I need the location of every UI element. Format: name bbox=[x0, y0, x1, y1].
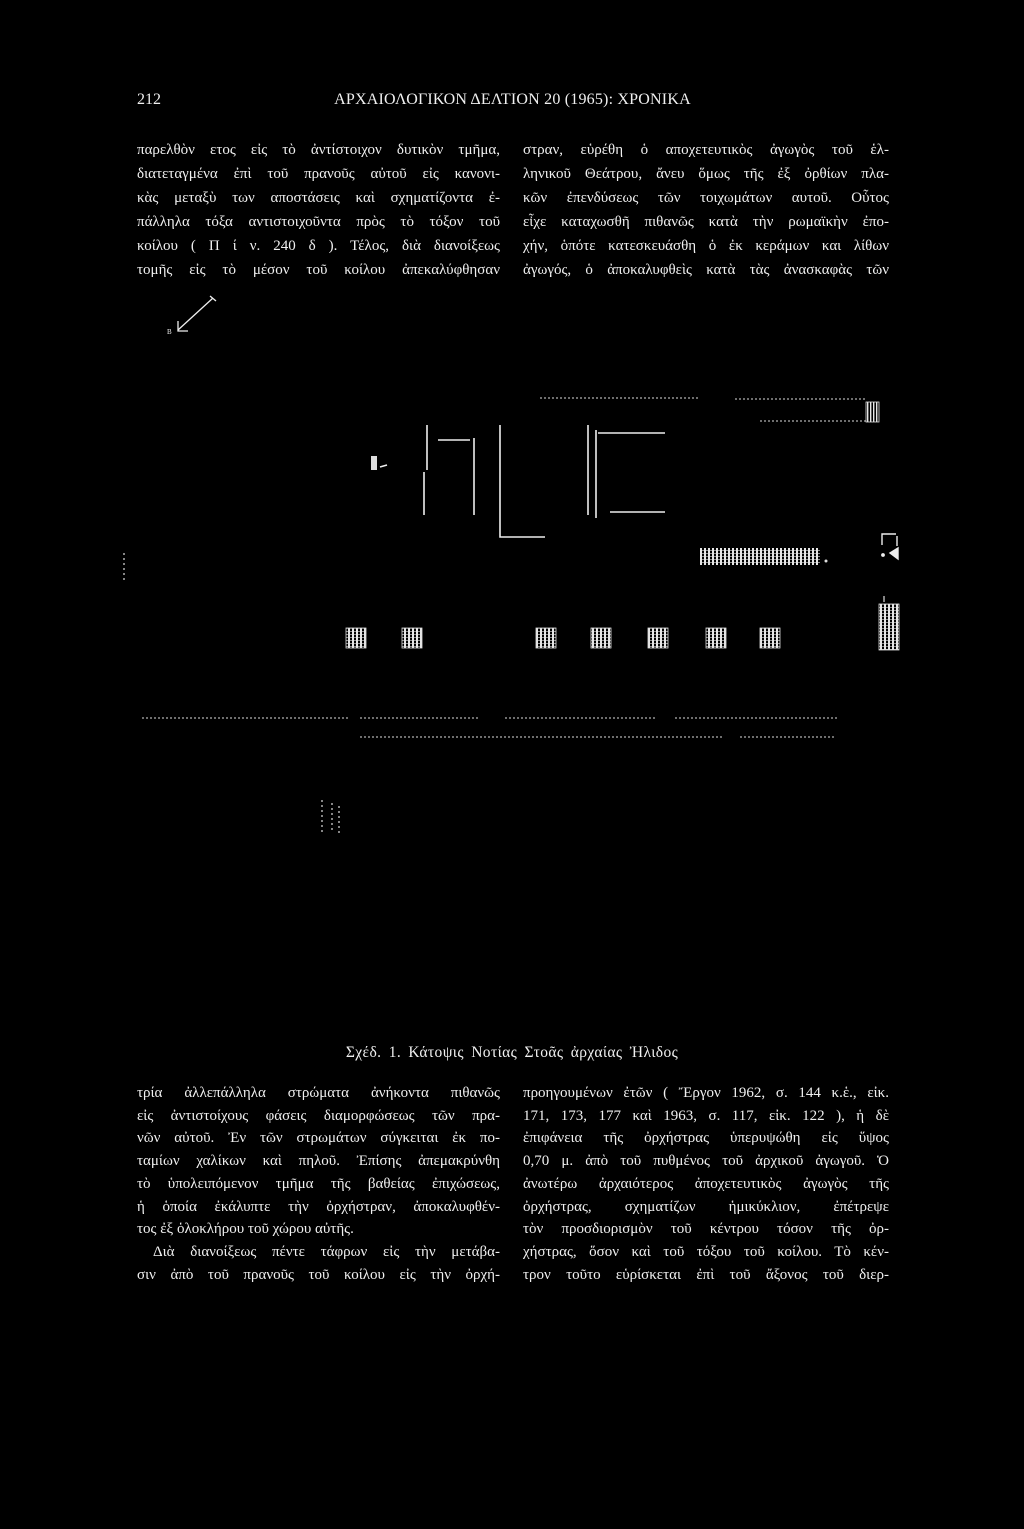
text-line: Διὰ διανοίξεως πέντε τάφρων εἰς τὴν μετάβα- bbox=[153, 1243, 500, 1260]
text-line: τομῆς εἰς τὸ μέσον τοῦ κοίλου ἀπεκαλύφθησαν bbox=[137, 262, 500, 278]
text-line: τρία ἀλλεπάλληλα στρώματα ἀνήκοντα πιθανῶς bbox=[137, 1085, 500, 1101]
north-label: Β bbox=[167, 328, 172, 336]
text-line: παρελθὸν ετος εἰς τὸ ἀντίστοιχον δυτικὸν τμῆμα, bbox=[137, 142, 500, 158]
column-base bbox=[346, 628, 366, 648]
hatched-block bbox=[866, 402, 879, 422]
bottom-right-column bbox=[523, 1082, 889, 1286]
text-line: ἡ ὁποία ἐκάλυπτε τὴν ὀρχήστραν, ἀποκαλυφθέν- bbox=[137, 1198, 500, 1215]
bottom-left-column bbox=[137, 1082, 500, 1286]
text-line: κοίλου ( Π ί ν. 240 δ ). Τέλος, διὰ διανοίξεως bbox=[137, 238, 500, 254]
text-line: ὀρχήστρας, σχηματίζων ἡμικύκλιον, ἐπέτρεψε bbox=[523, 1198, 889, 1215]
edge-marks bbox=[882, 534, 898, 559]
text-line: τος ἐξ ὁλοκλήρου τοῦ χώρου αὐτῆς. bbox=[137, 1221, 354, 1238]
top-right-column bbox=[523, 138, 889, 282]
plan-mark bbox=[825, 560, 828, 563]
text-line: χήν, ὁπότε κατεσκευάσθη ὁ ἐκ κεράμων και λίθων bbox=[523, 238, 889, 254]
wall-line bbox=[380, 465, 387, 467]
wall-line bbox=[424, 425, 427, 515]
hatched-foundation-row bbox=[700, 548, 820, 565]
column-base bbox=[591, 628, 611, 648]
journal-title: ΑΡΧΑΙΟΛΟΓΙΚΟΝ ΔΕΛΤΙΟΝ 20 (1965): ΧΡΟΝΙΚΑ bbox=[334, 91, 691, 108]
text-line: χήστρας, ὅσον καὶ τοῦ τόξου τοῦ κοίλου. Τὸ κέν- bbox=[523, 1243, 889, 1260]
text-line: 171, 173, 177 καὶ 1963, σ. 117, εἰκ. 122 ), ἡ δὲ bbox=[523, 1107, 889, 1124]
column-base bbox=[402, 628, 422, 648]
text-line: ληνικοῦ Θεάτρου, ἄνευ ὅμως τῆς ἐξ ὀρθίων πλα- bbox=[523, 166, 889, 182]
wall-line bbox=[500, 425, 545, 537]
wall-fragment bbox=[371, 456, 377, 470]
text-line: διατεταγμένα ἐπὶ τοῦ πρανοῦς αὐτοῦ εἰς κανονι- bbox=[137, 166, 500, 182]
text-line: ἀνωτέρω ἀρχαιότερος ἀποχετευτικὸς ἀγωγὸς τῆς bbox=[523, 1175, 889, 1192]
text-line: ταμίων χαλίκων καὶ πηλοῦ. Ἐπίσης ἀπεμακρύνθη bbox=[137, 1153, 500, 1170]
top-left-column bbox=[137, 138, 500, 282]
text-line: ἐπιφάνεια τῆς ὀρχήστρας ὑπερυψώθη εἰς ὕψος bbox=[523, 1130, 889, 1147]
text-line: εἰς ἀντιστοίχους φάσεις διαμορφώσεως τῶν πρα- bbox=[137, 1107, 500, 1124]
column-base bbox=[706, 628, 726, 648]
hatched-block bbox=[879, 604, 899, 650]
text-line: προηγουμένων ἐτῶν ( Ἔργον 1962, σ. 144 κ.ἑ., εἰκ. bbox=[523, 1085, 889, 1101]
text-line: νῶν αὐτοῦ. Ἐν τῶν στρωμάτων σύγκειται ἐκ πο- bbox=[137, 1130, 500, 1147]
column-base bbox=[760, 628, 780, 648]
running-header bbox=[137, 89, 888, 111]
text-line: εἶχε καταχωσθῆ πιθανῶς κατὰ τὴν ρωμαϊκὴν ἐπο- bbox=[523, 214, 889, 230]
text-line: τὸ ὑπολειπόμενον τμῆμα τῆς βαθείας ἐπιχώσεως, bbox=[137, 1175, 500, 1192]
text-line: σιν ἀπὸ τοῦ πρανοῦς τοῦ κοίλου εἰς τὴν ὀρχή- bbox=[137, 1266, 500, 1283]
text-line: κὰς μεταξὺ των αποστάσεις καὶ σχηματίζοντα ἐ- bbox=[137, 190, 500, 206]
text-line: ἀγωγός, ὁ ἀποκαλυφθεὶς κατὰ τὰς ἀνασκαφὰς τῶν bbox=[523, 262, 889, 278]
text-line: πάλληλα τόξα αντιστοιχοῦντα πρὸς τὸ τόξον τοῦ bbox=[137, 214, 500, 230]
north-arrow-icon bbox=[178, 296, 216, 331]
column-base bbox=[648, 628, 668, 648]
text-line: στραν, εὑρέθη ὁ αποχετευτικὸς ἀγωγὸς τοῦ ἑλ- bbox=[523, 142, 889, 158]
text-line: 0,70 μ. ἀπὸ τοῦ πυθμένος τοῦ ἀρχικοῦ ἀγωγοῦ. Ὁ bbox=[523, 1153, 889, 1170]
column-base bbox=[536, 628, 556, 648]
text-line: κῶν ἐπενδύσεως τῶν τοιχωμάτων αυτοῦ. Οὗτος bbox=[523, 190, 889, 206]
page-number: 212 bbox=[137, 91, 161, 108]
text-line: τὸν προσδιορισμὸν τοῦ κέντρου τόσον τῆς ὀρ- bbox=[523, 1221, 889, 1238]
figure-caption: Σχέδ. 1. Κάτοψις Νοτίας Στοᾶς ἀρχαίας Ἠλιδος bbox=[345, 1044, 679, 1061]
text-line: τρον τοῦτο εὑρίσκεται ἐπὶ τοῦ ἄξονος τοῦ διερ- bbox=[523, 1266, 889, 1283]
